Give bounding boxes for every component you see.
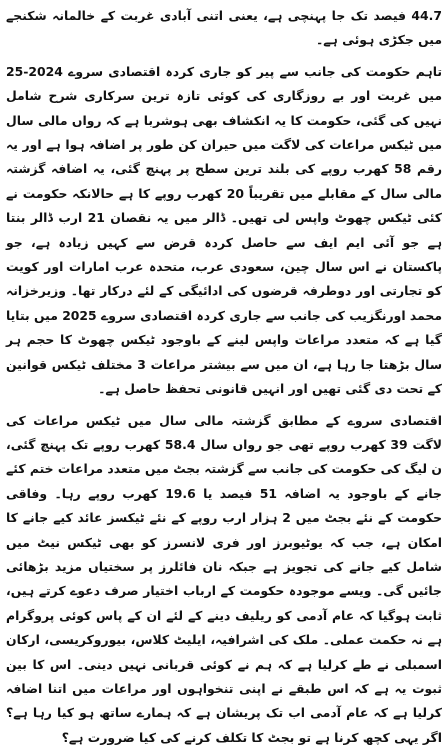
article-paragraph-1: 44.7 فیصد تک جا پہنچی ہے، یعنی اتنی آبادی غربت کے خالمانہ شکنجے میں جکڑی ہوئی ہے۔ (6, 4, 442, 53)
article-paragraph-3: اقتصادی سروے کے مطابق گزشتہ مالی سال میں ٹیکس مراعات کی لاگت 39 کھرب روپے تھی جو رواں سال 58.4 کھرب روپے تک پہنچ گئی، ن لیگ کی حکومت کی جانب سے گزشتہ بجٹ میں متعدد مراعات ختم کئے جانے کے باوجود یہ اضافہ 51 فیصد یا 19.6 کھرب روپے رہا۔ وفاقی حکومت کے نئے بجٹ میں 2 ہزار ارب روپے کے نئے ٹیکسز عائد کیے جانے کا امکان ہے، جب کہ یوٹیوبرز اور فری لانسرز کو بھی ٹیکس نیٹ میں شامل کیے جانے کی تجویز ہے جبکہ نان فائلرز پر سختیاں مزید بڑھائی جائیں گی۔ ویسے موجودہ حکومت کے ارباب اختیار صرف دعوے کرتے ہیں، ثابت ہوگیا کہ عام آدمی کو ریلیف دینے کے لئے ان کے پاس کوئی پروگرام ہے نہ حکمت عملی۔ ملک کی اشرافیہ، ایلیٹ کلاس، بیوروکریسی، ارکان اسمبلی نے طے کرلیا ہے کہ ہم نے کوئی قربانی نہیں دینی۔ اس کا بین ثبوت یہ ہے کہ اس طبقے نے اپنی تنخواہوں اور مراعات میں اتنا اضافہ کرلیا ہے کہ عام آدمی اب تک پریشان ہے کہ ہمارے ساتھ ہو کیا رہا ہے؟ اگر یہی کچھ کرنا ہے تو بجٹ کا تکلف کرنے کی کیا ضرورت ہے؟ (6, 409, 442, 750)
article-paragraph-2: تاہم حکومت کی جانب سے پیر کو جاری کردہ اقتصادی سروے 2024-25 میں غربت اور بے روزگاری کی کوئی تازہ ترین سرکاری شرح شامل نہیں کی گئی، حکومت کا یہ انکشاف بھی ہوشربا ہے کہ رواں مالی سال میں ٹیکس مراعات کی لاگت میں حیران کن طور پر اضافہ ہوا ہے اور یہ رقم 58 کھرب روپے کی بلند ترین سطح پر پہنچ گئی، یہ اضافہ گزشتہ مالی سال کے مقابلے میں تقریباً 20 کھرب روپے کا ہے حالانکہ حکومت نے کئی ٹیکس چھوٹ واپس لی تھیں۔ ڈالر میں یہ نقصان 21 ارب ڈالر بنتا ہے جو آئی ایم ایف سے حاصل کردہ قرض سے کہیں زیادہ ہے، جو پاکستان نے اس سال چین، سعودی عرب، متحدہ عرب امارات اور کویت کو تجارتی اور دوطرفہ قرضوں کی ادائیگی کے لئے درکار تھا۔ وزیرخزانہ محمد اورنگزیب کی جانب سے جاری کردہ اقتصادی سروے 2025 میں بتایا گیا ہے کہ متعدد مراعات واپس لینے کے باوجود ٹیکس چھوٹ کا حجم ہر سال بڑھتا جا رہا ہے، ان میں سے بیشتر مراعات 3 مختلف ٹیکس قوانین کے تحت دی گئی تھیں اور انہیں قانونی تحفظ حاصل ہے۔ (6, 60, 442, 402)
